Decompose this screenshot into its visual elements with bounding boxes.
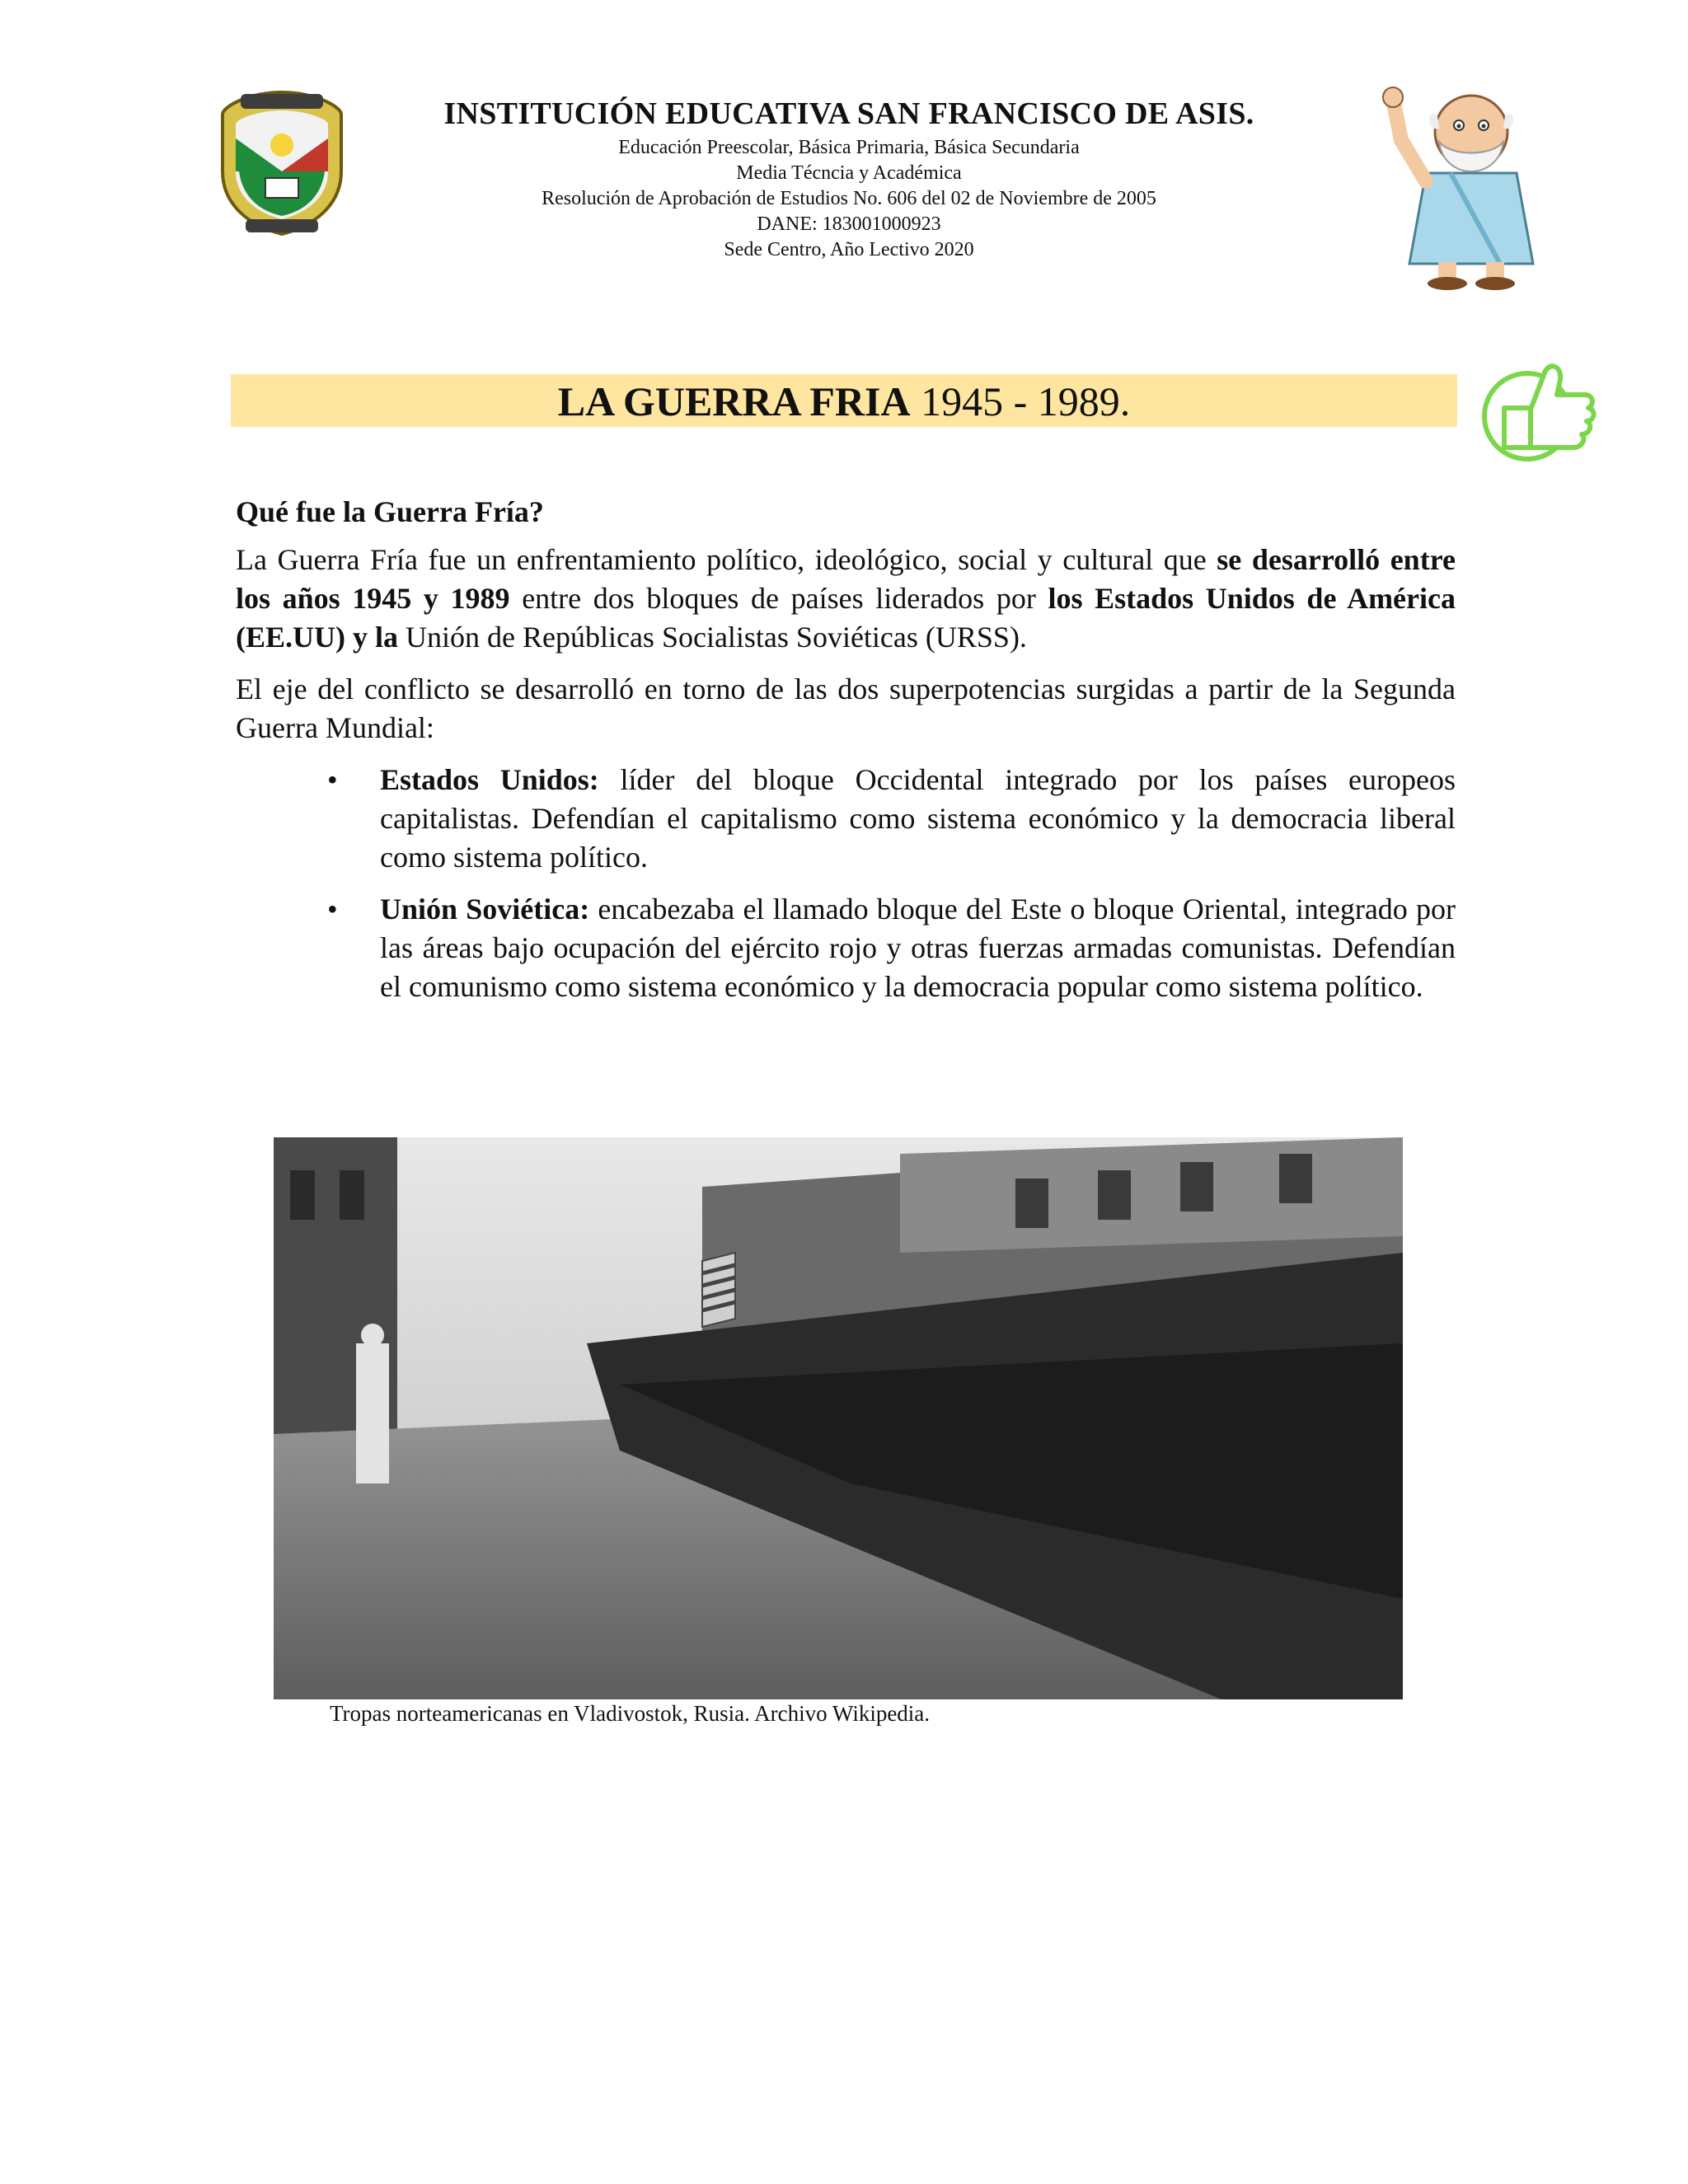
bullet-dot: • — [327, 893, 338, 926]
header-line-sede: Sede Centro, Año Lectivo 2020 — [724, 239, 974, 260]
paragraph-axis: El eje del conflicto se desarrolló en torno de las dos superpotencias surgidas a partir de la Segunda Guerra Mundial: — [236, 673, 1456, 744]
school-header — [354, 96, 1343, 263]
main-content — [236, 494, 1456, 1019]
photo-caption: Tropas norteamericanas en Vladivostok, Rusia. Archivo Wikipedia. — [330, 1701, 931, 1726]
section-question: Qué fue la Guerra Fría? — [236, 495, 544, 528]
text-segment: entre dos bloques de países liderados por — [509, 582, 1048, 615]
institution-name: INSTITUCIÓN EDUCATIVA SAN FRANCISCO DE ASIS. — [443, 96, 1254, 131]
list-item-ussr — [327, 890, 1456, 1006]
header-line-resolution: Resolución de Aprobación de Estudios No. 606 del 02 de Noviembre de 2005 — [542, 188, 1156, 209]
header-line-levels: Educación Preescolar, Básica Primaria, Básica Secundaria — [618, 137, 1080, 158]
list-item-text: líder del bloque Occidental integrado por los países europeos capitalistas. Defendían el capitalismo como sistema económico y la democracia liberal como sistema político. — [380, 763, 1456, 874]
header-line-media: Media Técncia y Académica — [736, 162, 962, 184]
title-main: LA GUERRA FRIA — [557, 378, 911, 424]
school-crest-icon — [216, 89, 348, 236]
list-item-term: Unión Soviética: — [380, 893, 590, 926]
philosopher-mascot-icon — [1368, 74, 1574, 297]
bold-segment: se desarrolló entre los años 1945 y 1989 — [236, 543, 1456, 615]
list-item-term: Estados Unidos: — [380, 763, 599, 796]
header-line-dane: DANE: 183001000923 — [757, 213, 941, 235]
bold-segment: los Estados Unidos de América (EE.UU) y la — [236, 582, 1456, 654]
paragraph-definition — [236, 541, 1456, 657]
list-item-text: encabezaba el llamado bloque del Este o bloque Oriental, integrado por las áreas bajo ocupación del ejército rojo y otras fuerzas armadas comunistas. Defendían el comunismo como sistema económico y la democracia popular como sistema político. — [380, 893, 1456, 1003]
text-segment: La Guerra Fría fue un enfrentamiento político, ideológico, social y cultural que — [236, 543, 1217, 576]
bullet-dot: • — [327, 763, 338, 796]
troops-photo — [274, 1137, 1403, 1699]
text-segment: Unión de Repúblicas Socialistas Soviéticas (URSS). — [398, 621, 1027, 654]
thumbs-up-icon — [1479, 342, 1599, 466]
list-item-usa — [327, 761, 1456, 877]
superpowers-list — [236, 761, 1456, 1006]
title-bar — [231, 374, 1457, 427]
title-years: 1945 - 1989. — [910, 378, 1131, 424]
